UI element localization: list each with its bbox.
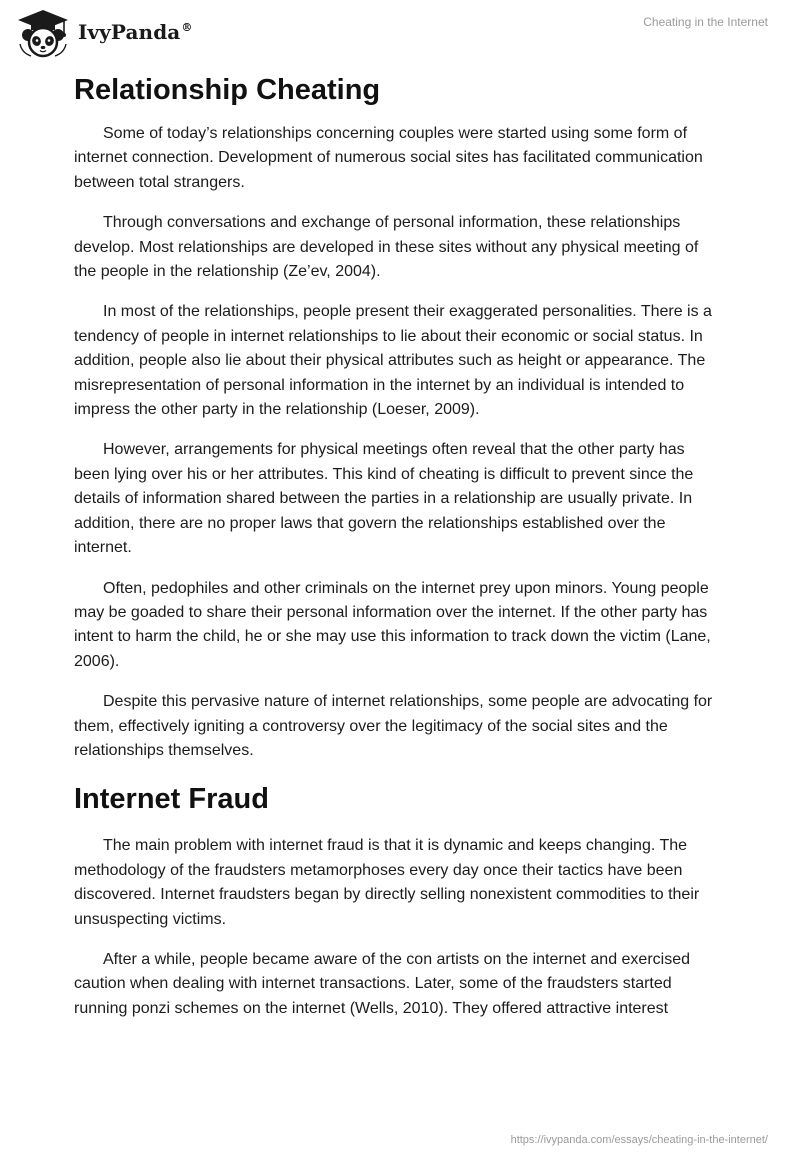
paragraph: Despite this pervasive nature of internet relationships, some people are advocating for them, effectively igniting a controversy over the legitimacy of the social sites and the relationships themselves. [74, 693, 713, 759]
paragraph: The main problem with internet fraud is that it is dynamic and keeps changing. The methodology of the fraudsters metamorphoses every day once their tactics have been discovered. Internet fraudsters began by directly selling nonexistent commodities to their unsuspecting victims. [74, 837, 700, 928]
paragraph: After a while, people became aware of the con artists on the internet and exercised caution when dealing with internet transactions. Later, some of the fraudsters started running ponzi schemes on the internet (Wells, 2010). They offered attractive interest [74, 950, 691, 1017]
paragraph: Often, pedophiles and other criminals on the internet prey upon minors. Young people may be goaded to share their personal information over the internet. If the other party has intent to harm the child, he or she may use this information to track down the victim (Lane, 2006). [74, 579, 711, 670]
source-url[interactable]: https://ivypanda.com/essays/cheating-in-the-internet/ [510, 1134, 768, 1146]
document-title: Cheating in the Internet [643, 15, 768, 29]
brand-logo[interactable] [14, 8, 192, 58]
section-heading-relationship-cheating: Relationship Cheating [74, 74, 381, 106]
section-heading-internet-fraud: Internet Fraud [74, 783, 269, 816]
paragraph: Some of today’s relationships concerning couples were started using some form of internet connection. Development of numerous social sites has facilitated communication between total strangers. [74, 125, 703, 191]
paragraph: However, arrangements for physical meetings often reveal that the other party has been lying over his or her attributes. This kind of cheating is difficult to prevent since the details of information shared between the parties in a relationship are usually private. In addition, there are no proper laws that govern the relationships established over the internet. [74, 441, 694, 557]
paragraph: Through conversations and exchange of personal information, these relationships develop. Most relationships are developed in these sites without any physical meeting of the people in the relationship (Ze’ev, 2004). [74, 214, 699, 281]
panda-logo-icon [14, 8, 72, 58]
page-header [0, 0, 800, 64]
brand-name: IvyPanda® [78, 20, 193, 44]
paragraph: In most of the relationships, people present their exaggerated personalities. There is a tendency of people in internet relationships to lie about their economic or social status. In addition, people also lie about their physical attributes such as height or appearance. The misrepresentation of personal information in the internet by an individual is intended to impress the other party in the relationship (Loeser, 2009). [74, 303, 712, 419]
essay-content [74, 68, 724, 1037]
